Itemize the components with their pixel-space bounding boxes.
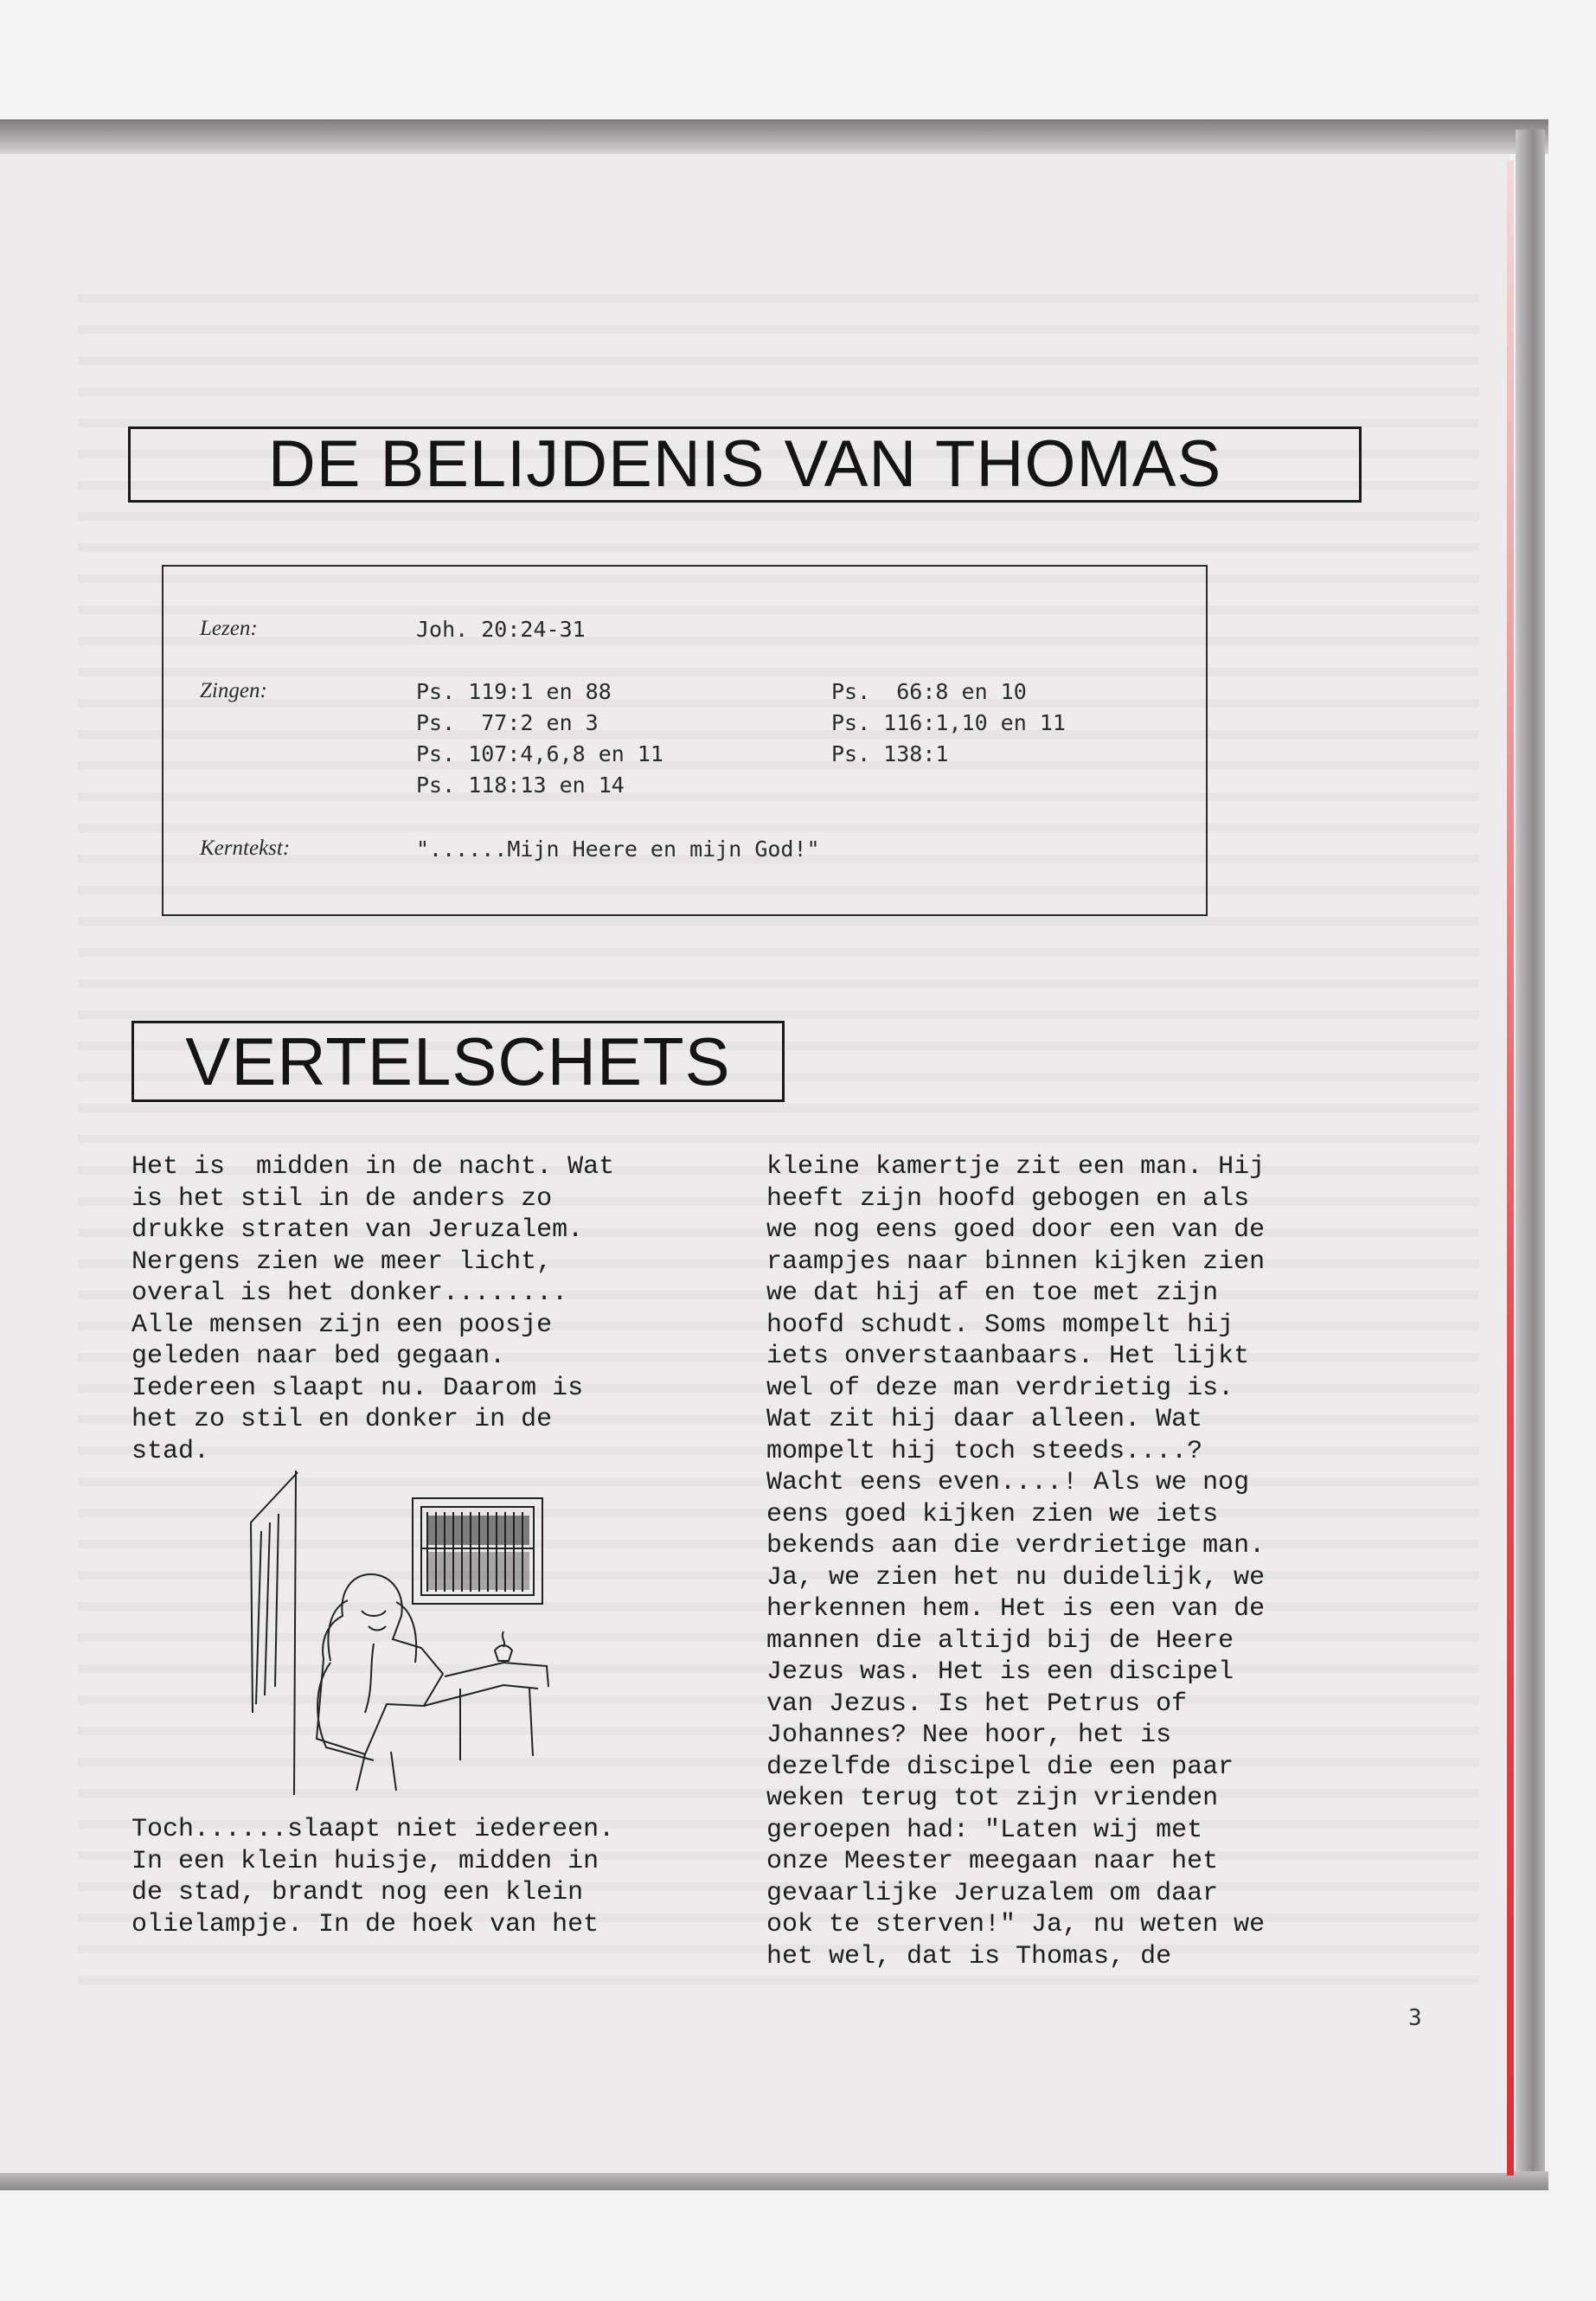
zingen-left-4: Ps. 118:13 en 14 — [416, 772, 625, 798]
page-title-box — [128, 426, 1362, 503]
story-right: kleine kamertje zit een man. Hij heeft zijn hoofd gebogen en als we nog eens goed door een van de raampjes naar binnen kijken zien we dat hij af en toe met zijn hoofd schudt. Soms mompelt hij iets onverstaanbaars. Het lijkt wel of deze man verdrietig is. Wat zit hij daar alleen. Wat mompelt hij toch steeds....? Wacht eens even....! Als we nog eens goed kijken zien we iets bekends aan die verdrietige man. Ja, we zien het nu duidelijk, we herkennen hem. Het is een van de mannen die altijd bij de Heere Jezus was. Het is een discipel van Jezus. Is het Petrus of Johannes? Nee hoor, het is dezelfde discipel die een paar weken terug tot zijn vrienden geroepen had: "Laten wij met onze Meester meegaan naar het gevaarlijke Jeruzalem om daar ook te sterven!" Ja, nu weten we het wel, dat is Thomas, de — [766, 1152, 1266, 1971]
section-title-box — [131, 1021, 785, 1102]
reading-info-box — [162, 565, 1208, 916]
section-title: VERTELSCHETS — [185, 1023, 731, 1099]
page-title: DE BELIJDENIS VAN THOMAS — [267, 427, 1222, 501]
zingen-left-1: Ps. 119:1 en 88 — [416, 679, 612, 704]
kerntekst-label: Kerntekst: — [200, 836, 291, 860]
lezen-label: Lezen: — [200, 617, 258, 640]
story-left-bottom: Toch......slaapt niet iedereen. In een klein huisje, midden in de stad, brandt nog een klein olielampje. In de hoek van het — [131, 1815, 615, 1939]
zingen-label: Zingen: — [200, 679, 267, 702]
zingen-left-2: Ps. 77:2 en 3 — [416, 710, 599, 735]
book-cover-top-edge — [0, 119, 1548, 154]
book-cover-right-edge — [1516, 130, 1545, 2189]
zingen-right-1: Ps. 66:8 en 10 — [831, 679, 1027, 704]
red-spine-strip — [1507, 160, 1514, 2176]
zingen-left-3: Ps. 107:4,6,8 en 11 — [416, 741, 663, 766]
thomas-illustration — [244, 1462, 555, 1795]
lezen-value: Joh. 20:24-31 — [416, 617, 586, 642]
book-cover-bottom-edge — [0, 2171, 1548, 2190]
page-number: 3 — [1408, 2005, 1422, 2031]
zingen-right-3: Ps. 138:1 — [831, 741, 949, 766]
zingen-right-2: Ps. 116:1,10 en 11 — [831, 710, 1066, 735]
story-left-top: Het is midden in de nacht. Wat is het stil in de anders zo drukke straten van Jeruzalem. Nergens zien we meer licht, overal is het donker........ Alle mensen zijn een poosje geleden naar bed gegaan. Iedereen slaapt nu. Daarom is het zo stil en donker in de stad. — [131, 1152, 615, 1466]
kerntekst-value: "......Mijn Heere en mijn God!" — [416, 836, 820, 862]
